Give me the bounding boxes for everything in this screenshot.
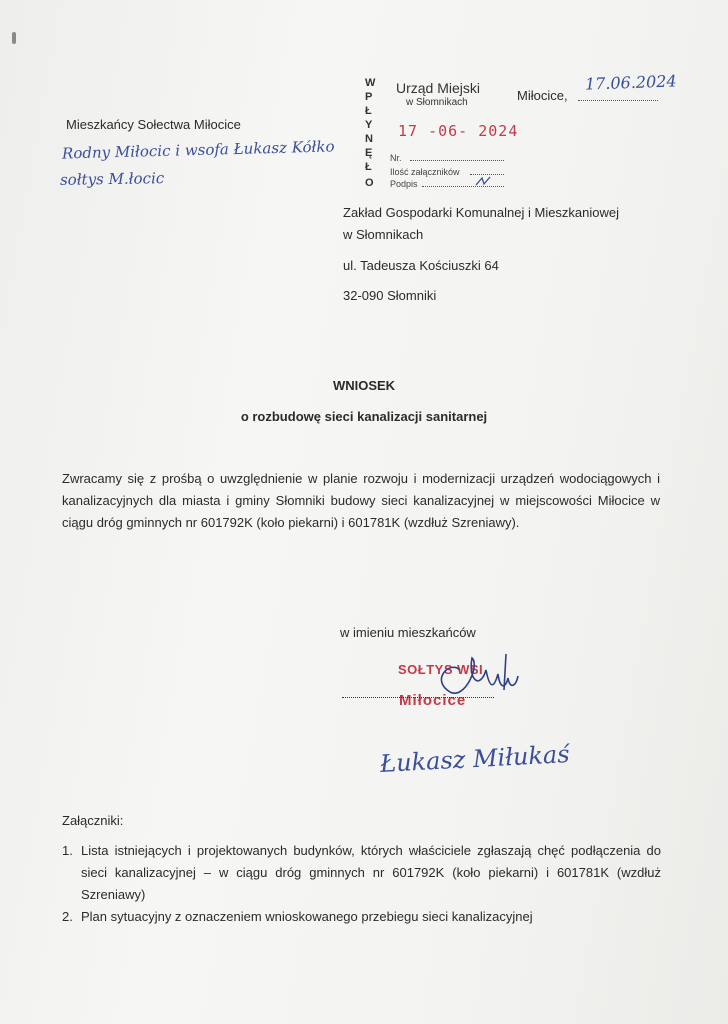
- stamp-letter: Ł: [365, 105, 372, 117]
- staple-mark: [12, 32, 16, 44]
- recipient-street: ul. Tadeusza Kościuszki 64: [343, 258, 499, 273]
- handwritten-date: 17.06.2024: [584, 71, 677, 94]
- handwritten-signature-name: Łukasz Miłukaś: [379, 740, 571, 778]
- stamp-letter: P: [365, 91, 373, 103]
- place-label: Miłocice,: [517, 88, 568, 103]
- recipient-line2: w Słomnikach: [343, 227, 424, 242]
- list-item-number: 2.: [62, 909, 73, 924]
- soltys-stamp-line2: Miłocice: [399, 692, 467, 709]
- stamp-office: Urząd Miejski: [396, 80, 481, 96]
- stamp-letter: N: [365, 133, 373, 145]
- stamp-letter: Y: [365, 119, 373, 131]
- list-item-text: Lista istniejących i projektowanych budynków, których właściciele zgłaszają chęć podłączenia do sieci kanalizacyjnej – w ciągu dróg gminnych nr 601792K (koło piekarni) i 601781K (wzdłuż Szreniawy): [81, 843, 661, 902]
- stamp-nr-label: Nr.: [390, 153, 402, 163]
- handwritten-signature-soltys: [420, 650, 540, 700]
- stamp-attachments-label: Ilość załączników: [390, 167, 460, 177]
- stamp-letter: O: [365, 177, 374, 189]
- sender-name: Mieszkańcy Sołectwa Miłocice: [66, 117, 241, 132]
- on-behalf-label: w imieniu mieszkańców: [340, 625, 476, 640]
- list-item-text: Plan sytuacyjny z oznaczeniem wnioskowanego przebiegu sieci kanalizacyjnej: [81, 909, 533, 924]
- document-subtitle: o rozbudowę sieci kanalizacji sanitarnej: [240, 409, 488, 424]
- list-item-number: 1.: [62, 843, 73, 858]
- stamp-signature-label: Podpis: [390, 179, 418, 189]
- stamp-office-sub: w Słomnikach: [406, 97, 468, 108]
- handwritten-sender-line1: Rodny Miłocic i wsofa Łukasz Kółko: [61, 137, 335, 163]
- stamp-letter: W: [365, 77, 376, 89]
- request-body: Zwracamy się z prośbą o uwzględnienie w planie rozwoju i modernizacji urządzeń wodociągowych i kanalizacyjnych dla miasta i gminy Słomniki budowy sieci kanalizacyjnej w miejscowości Miłocice w ciągu dróg gminnych nr 601792K (koło piekarni) i 601781K (wzdłuż Szreniawy).: [62, 471, 660, 530]
- handwritten-sender-line2: sołtys M.łocic: [59, 169, 165, 189]
- attachments-label: Załączniki:: [62, 813, 124, 828]
- stamp-nr-dots: [410, 160, 504, 161]
- soltys-stamp-line1: SOŁTYS WSI: [398, 662, 484, 677]
- stamp-letter: Ł: [365, 161, 372, 173]
- date-dots: [578, 100, 658, 101]
- document-title: WNIOSEK: [332, 378, 396, 393]
- stamp-date: 17 -06- 2024: [398, 122, 519, 140]
- recipient-city: 32-090 Słomniki: [343, 288, 437, 303]
- recipient-line1: Zakład Gospodarki Komunalnej i Mieszkaniowej: [343, 205, 620, 220]
- stamp-letter: Ę: [365, 147, 373, 159]
- stamp-initials-mark: [474, 175, 494, 187]
